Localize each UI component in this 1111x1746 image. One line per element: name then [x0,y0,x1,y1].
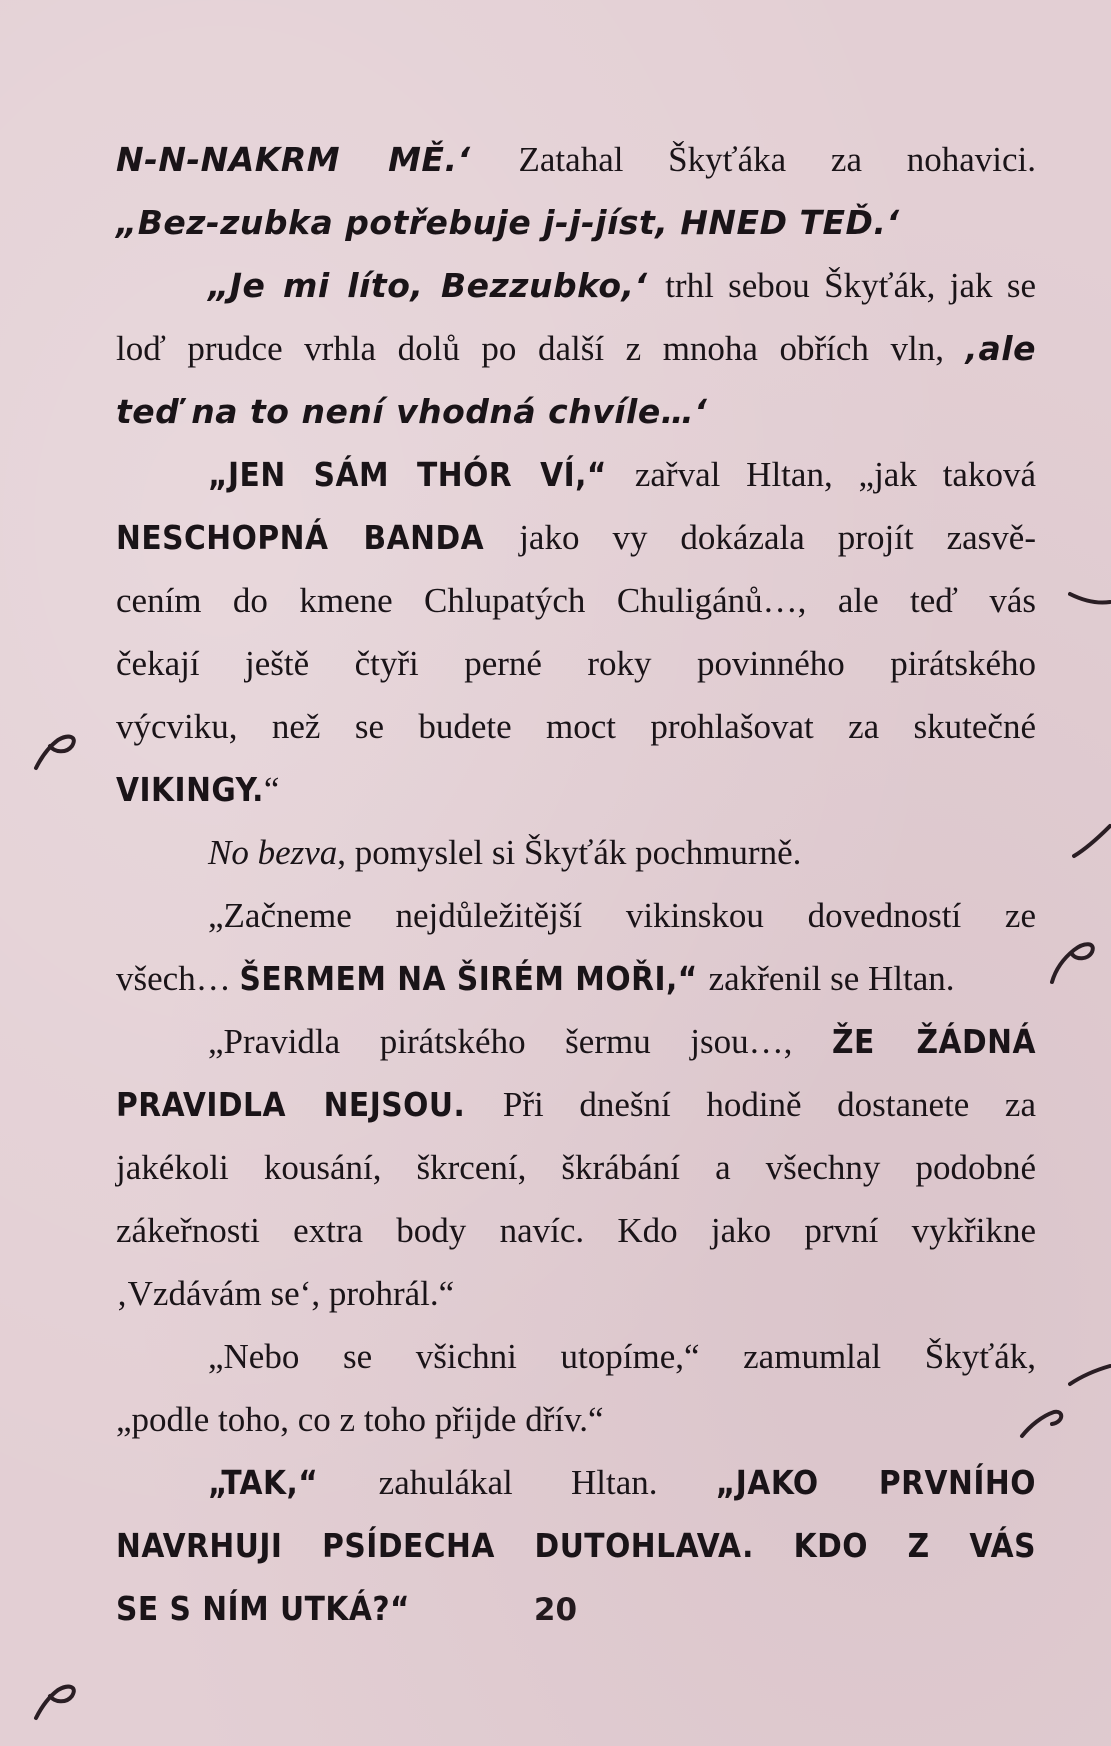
shouted-speech: NAVRHUJI PSÍDECHA DUTOHLAVA. KDO Z VÁS [116,1526,1036,1565]
handwritten-speech: ‚ale [965,329,1036,368]
text-line [116,569,1036,632]
margin-doodle-right-2 [1072,820,1111,860]
margin-doodle-right-1 [1068,586,1111,616]
body-text: ‚Vzdávám se‘, prohrál.“ [116,1274,455,1313]
text-line [116,884,1036,947]
body-text: zahulákal Hltan. [378,1463,716,1502]
handwritten-speech: teď na to není vhodná chvíle…‘ [116,392,708,431]
text-line [116,380,1036,443]
text-line [116,632,1036,695]
body-text: No bezva [208,833,338,872]
body-text: zařval Hltan, „jak taková [634,455,1036,494]
margin-doodle-right-4 [1068,1360,1111,1390]
text-line [116,1199,1036,1262]
text-line [116,191,1036,254]
text-line [116,1325,1036,1388]
page-text [116,128,1036,1640]
body-text: všech… [116,959,240,998]
body-text: jakékoli kousání, škrcení, škrábání a všechny podobné [116,1148,1036,1187]
body-text: „Nebo se všichni utopíme,“ zamumlal Škyťák, [208,1337,1036,1376]
margin-doodle-left-1 [28,716,88,776]
text-line [116,758,1036,821]
text-line [116,1388,1036,1451]
text-line [116,1136,1036,1199]
shouted-speech: „TAK,“ [208,1463,379,1502]
body-text: zákeřnosti extra body navíc. Kdo jako první vykřikne [116,1211,1036,1250]
text-line [116,128,1036,191]
text-line [116,695,1036,758]
shouted-speech: NESCHOPNÁ BANDA [116,518,520,557]
body-text: „Pravidla pirátského šermu jsou…, [208,1022,833,1061]
text-line [116,1514,1036,1577]
body-text: cením do kmene Chlupatých Chuligánů…, ale teď vás [116,581,1036,620]
shouted-speech: SE S NÍM UTKÁ?“ [116,1589,411,1628]
text-line [116,317,1036,380]
page-number: 20 [533,1592,578,1628]
body-text: výcviku, než se budete moct prohlašovat za skutečné [116,707,1036,746]
shouted-speech: ŠERMEM NA ŠIRÉM MOŘI,“ [239,959,709,998]
body-text: jako vy dokázala projít zasvě- [519,518,1036,557]
shouted-speech: VIKINGY. [116,770,264,809]
shouted-speech: „JEN SÁM THÓR VÍ,“ [208,455,635,494]
text-line [116,821,1036,884]
text-line [116,506,1036,569]
handwritten-speech: „Je mi líto, Bezzubko,‘ [208,266,666,305]
handwritten-speech: „Bez-zubka potřebuje j-j-jíst, HNED TEĎ.‘ [116,203,900,242]
shouted-speech: „JAKO PRVNÍHO [715,1463,1036,1502]
body-text: , pomyslel si Škyťák pochmurně. [337,833,802,872]
text-line [116,1451,1036,1514]
handwritten-speech: N-N-NAKRM MĚ.‘ [116,140,519,179]
body-text: čekají ještě čtyři perné roky povinného pirátského [116,644,1036,683]
shouted-speech: ŽE ŽÁDNÁ [832,1022,1036,1061]
margin-doodle-right-3 [1046,928,1106,988]
margin-doodle-left-2 [28,1666,88,1726]
text-line [116,1262,1036,1325]
body-text: zakřenil se Hltan. [708,959,955,998]
body-text: Zatahal Škyťáka za nohavici. [518,140,1036,179]
text-line [116,443,1036,506]
body-text: trhl sebou Škyťák, jak se [665,266,1036,305]
margin-doodle-right-5 [1018,1400,1068,1440]
body-text: loď prudce vrhla dolů po další z mnoha obřích vln, [116,329,966,368]
body-text: “ [263,770,280,809]
text-line [116,1010,1036,1073]
text-line [116,254,1036,317]
body-text: „podle toho, co z toho přijde dřív.“ [116,1400,604,1439]
text-line [116,1073,1036,1136]
body-text: Při dnešní hodině dostanete za [502,1085,1036,1124]
body-text: „Začneme nejdůležitější vikinskou dovedností ze [208,896,1036,935]
shouted-speech: PRAVIDLA NEJSOU. [116,1085,503,1124]
text-line [116,947,1036,1010]
